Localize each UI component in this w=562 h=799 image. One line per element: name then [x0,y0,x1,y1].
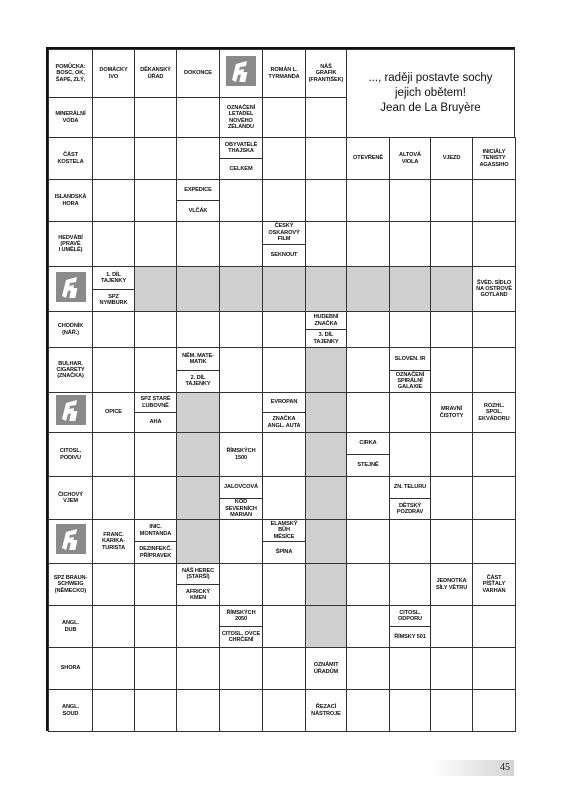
answer-cell[interactable] [92,605,135,648]
clue-cell [472,563,516,606]
clue-text: ČESKÝ OSKAROVÝ FILM [268,223,300,242]
clue-text: ŠPÍNA [263,541,305,563]
answer-cell[interactable] [134,97,177,138]
answer-cell[interactable] [92,689,135,732]
clue-text: NÁŠ GRAFIK (FRANTIŠEK) [308,64,344,83]
logo-cell [48,392,93,433]
clue-text: OTEVŘENĚ [353,155,383,162]
clue-cell [346,432,390,477]
clue-text: OZNÁMIT ÚŘADŮM [313,662,339,675]
answer-cell[interactable] [389,311,431,348]
clue-text: CITOSL. PODIVU [59,448,82,461]
clue-text: OZNAČENÍ SPIRÁLNÍ GALAXIE [390,370,430,393]
answer-cell[interactable] [134,647,177,690]
answer-cell[interactable] [346,689,390,732]
clue-cell [48,432,93,477]
answer-cell[interactable] [389,221,431,267]
clue-text: SPZ STARÉ ĽUBOVNĚ [140,396,171,409]
shaded-cell [305,432,347,477]
answer-cell[interactable] [472,221,516,267]
answer-cell[interactable] [92,432,135,477]
shaded-cell [219,266,263,312]
answer-cell[interactable] [346,221,390,267]
clue-text: DOMÁCKY IVO [99,67,128,80]
clue-text: JALOVCOVÁ [224,484,258,491]
answer-cell[interactable] [262,689,306,732]
page-number: 45 [500,762,510,773]
clue-text: 2. DÍL TAJENKY [177,370,219,393]
clue-text: VJEZD [442,155,461,162]
shaded-cell [346,266,390,312]
publisher-logo-icon [55,271,87,308]
clue-text: ŘÍMSKÝCH 2050 [226,609,256,622]
answer-cell[interactable] [346,647,390,690]
answer-cell[interactable] [219,563,263,606]
answer-cell[interactable] [134,311,177,348]
answer-cell[interactable] [472,647,516,690]
clue-text: ŠVÉD. SÍDLO NA OSTROVĚ GOTLAND [476,279,512,299]
answer-cell[interactable] [472,476,516,520]
answer-cell[interactable] [389,647,431,690]
clue-text: CIRKA [359,440,377,447]
clue-text: HEDVÁBÍ (PRAVÉ I UMĚLÉ) [58,234,83,254]
answer-cell[interactable] [346,179,390,222]
answer-cell[interactable] [176,221,220,267]
clue-cell [219,432,263,477]
answer-cell[interactable] [430,647,473,690]
page-number-bar [430,760,514,776]
clue-text: CELKEM [220,158,262,179]
publisher-logo-icon [225,55,257,92]
clue-text: ANGL. SOUD [62,704,79,717]
logo-cell [219,49,263,98]
answer-cell[interactable] [472,689,516,732]
clue-cell [48,476,93,520]
answer-cell[interactable] [262,476,306,520]
clue-cell [219,137,263,180]
answer-cell[interactable] [430,347,473,393]
clue-cell [389,137,431,180]
crossword-grid [46,47,515,731]
answer-cell[interactable] [219,647,263,690]
clue-text: OPICE [105,409,122,416]
shaded-cell [176,519,220,564]
answer-cell[interactable] [176,647,220,690]
clue-cell [48,97,93,138]
clue-cell [346,137,390,180]
answer-cell[interactable] [219,221,263,267]
answer-cell[interactable] [92,137,135,180]
shaded-cell [430,266,473,312]
clue-text: NĚM. MATE- MATIK [182,352,214,365]
clue-text: SLOVEN. IR [394,355,426,362]
clue-text: EVROPAN [270,399,298,406]
clue-cell [472,137,516,180]
clue-text: CITOSL. OVCE CHRČENÍ [220,626,262,647]
clue-cell [92,49,135,98]
answer-cell[interactable] [305,97,347,138]
clue-text: 3. DÍL TAJENKY [306,329,346,347]
clue-cell [305,689,347,732]
clue-cell [262,49,306,98]
clue-cell [430,563,473,606]
clue-cell [262,519,306,564]
clue-text: AFRICKÝ KMEN [177,584,219,605]
clue-text: ŘEZACÍ NÁSTROJE [311,704,341,717]
clue-text: STEJNĚ [347,454,389,476]
clue-cell [48,311,93,348]
clue-text: DĚTSKÝ POZDRAV [390,498,430,520]
answer-cell[interactable] [92,476,135,520]
answer-cell[interactable] [92,179,135,222]
clue-text: BULHAR. CIGARETY (ZNAČKA) [56,360,85,380]
answer-cell[interactable] [430,689,473,732]
answer-cell[interactable] [92,97,135,138]
clue-text: VLČÁK [177,200,219,221]
answer-cell[interactable] [219,689,263,732]
answer-cell[interactable] [389,432,431,477]
clue-cell [48,647,93,690]
answer-cell[interactable] [389,179,431,222]
clue-text: ŘÍMSKY 501 [390,626,430,647]
clue-text: ČÁST PÍŠŤALY VARHAN [482,575,506,594]
clue-cell [48,563,93,606]
shaded-cell [305,605,347,648]
shaded-cell [176,432,220,477]
answer-cell[interactable] [262,432,306,477]
clue-text: OZNAČENÍ LETADEL NOVÉHO ZÉLANDU [226,105,256,130]
clue-text: CITOSL. ODPORU [398,609,422,622]
shaded-cell [305,392,347,433]
clue-cell [389,347,431,393]
answer-cell[interactable] [389,519,431,564]
answer-cell[interactable] [262,347,306,393]
clue-cell [48,605,93,648]
clue-text: SPZ NYMBURK [93,289,134,312]
clue-text: ČÁST KOSTELA [57,152,84,165]
clue-text: NÁŠ HEREC (STARŠÍ) [181,567,215,580]
answer-cell[interactable] [92,647,135,690]
clue-text: ZN. TELURU [393,484,427,491]
publisher-logo-icon [55,394,87,431]
answer-cell[interactable] [430,179,473,222]
clue-cell [176,563,220,606]
clue-cell [305,311,347,348]
clue-text: DOKONCE [184,70,212,77]
answer-cell[interactable] [219,179,263,222]
answer-cell[interactable] [430,476,473,520]
clue-cell [92,519,135,564]
clue-text: MRAVNÍ ČISTOTY [439,406,464,419]
shaded-cell [176,266,220,312]
clue-cell [48,179,93,222]
clue-cell [389,476,431,520]
clue-text: 1. DÍL TAJENKY [101,271,126,284]
answer-cell[interactable] [219,392,263,433]
answer-cell[interactable] [262,311,306,348]
clue-text: EXPEDICE [184,186,212,193]
clue-text: OBYVATELÉ THAJSKA [224,141,258,154]
answer-cell[interactable] [176,605,220,648]
answer-cell[interactable] [134,432,177,477]
shaded-cell [134,266,177,312]
clue-cell [48,689,93,732]
answer-cell[interactable] [262,605,306,648]
clue-text: FRANC. KARIKA- TURISTA [101,532,126,551]
answer-cell[interactable] [219,347,263,393]
answer-cell[interactable] [305,221,347,267]
answer-cell[interactable] [430,432,473,477]
answer-cell[interactable] [176,97,220,138]
answer-cell[interactable] [472,311,516,348]
clue-text: ROZHL. SPOL. EKVÁDORU [478,403,510,422]
clue-text: ALTOVÁ VIOLA [399,152,421,165]
answer-cell[interactable] [472,347,516,393]
clue-cell [176,347,220,393]
answer-cell[interactable] [346,563,390,606]
answer-cell[interactable] [262,137,306,180]
clue-cell [92,266,135,312]
answer-cell[interactable] [430,605,473,648]
clue-text: ELAMSKÝ BŮH MĚSÍCE [270,521,298,540]
answer-cell[interactable] [92,311,135,348]
answer-cell[interactable] [134,179,177,222]
answer-cell[interactable] [219,519,263,564]
shaded-cell [262,266,306,312]
quote-text: ..., raději postavte sochy jejich obětem! Jean de La Bruyère [346,49,515,138]
answer-cell[interactable] [262,563,306,606]
clue-text: KÓD SEVERNÍCH MARIAN [220,498,262,520]
clue-text: SEKNOUT [263,244,305,267]
clue-text: POMŮCKA: BOSC, OK, ŠAPE, ZLÝ, [55,64,86,83]
answer-cell[interactable] [389,689,431,732]
publisher-logo-icon [55,523,87,560]
answer-cell[interactable] [430,519,473,564]
clue-cell [48,137,93,180]
clue-cell [219,97,263,138]
answer-cell[interactable] [134,347,177,393]
clue-cell [176,49,220,98]
clue-cell [262,392,306,433]
clue-cell [134,392,177,433]
clue-text: INIC. MONTANDA [139,524,172,537]
answer-cell[interactable] [176,689,220,732]
answer-cell[interactable] [472,432,516,477]
answer-cell[interactable] [134,563,177,606]
answer-cell[interactable] [346,605,390,648]
clue-cell [472,392,516,433]
shaded-cell [305,266,347,312]
answer-cell[interactable] [219,311,263,348]
clue-cell [305,647,347,690]
clue-text: DĚKANSKÝ ÚŘAD [140,67,171,80]
answer-cell[interactable] [389,392,431,433]
clue-text: ROMÁN L. TYRMANDA [268,67,300,80]
answer-cell[interactable] [134,137,177,180]
answer-cell[interactable] [134,689,177,732]
logo-cell [48,519,93,564]
shaded-cell [305,347,347,393]
clue-cell [472,266,516,312]
answer-cell[interactable] [472,179,516,222]
clue-text: MINERÁLNÍ VODA [55,111,86,124]
clue-cell [48,49,93,98]
answer-cell[interactable] [346,311,390,348]
clue-cell [134,519,177,564]
clue-cell [48,347,93,393]
clue-text: ANGL. DUB [62,620,79,633]
answer-cell[interactable] [305,137,347,180]
answer-cell[interactable] [346,392,390,433]
answer-cell[interactable] [346,519,390,564]
answer-cell[interactable] [430,221,473,267]
clue-text: ČICHOVÝ VJEM [58,491,83,504]
answer-cell[interactable] [472,519,516,564]
answer-cell[interactable] [176,137,220,180]
shaded-cell [305,519,347,564]
clue-text: HUDEBNÍ ZNAČKA [313,314,339,327]
clue-text: ŘÍMSKÝCH 1500 [226,448,256,461]
answer-cell[interactable] [134,605,177,648]
answer-cell[interactable] [389,563,431,606]
answer-cell[interactable] [346,476,390,520]
answer-cell[interactable] [134,476,177,520]
clue-text: CHODNÍK (NÁŘ.) [57,323,84,336]
clue-text: INICIÁLY TENISTY AGASSIHO [479,149,509,168]
logo-cell [48,266,93,312]
answer-cell[interactable] [305,179,347,222]
clue-text: SPZ BRAUN- SCHWEIG (NĚMECKO) [53,575,88,594]
answer-cell[interactable] [176,311,220,348]
answer-cell[interactable] [92,221,135,267]
shaded-cell [176,476,220,520]
shaded-cell [305,476,347,520]
clue-cell [430,392,473,433]
answer-cell[interactable] [472,605,516,648]
answer-cell[interactable] [262,647,306,690]
answer-cell[interactable] [430,311,473,348]
clue-text: AHA [135,412,176,432]
clue-cell [389,605,431,648]
shaded-cell [389,266,431,312]
clue-text: ZNAČKA ANGL. AUTA [263,412,305,432]
clue-cell [219,476,263,520]
shaded-cell [305,563,347,606]
clue-cell [134,49,177,98]
answer-cell[interactable] [134,221,177,267]
answer-cell[interactable] [346,347,390,393]
clue-cell [305,49,347,98]
clue-cell [176,179,220,222]
clue-text: ISLANDSKÁ HORA [54,194,87,207]
answer-cell[interactable] [262,97,306,138]
clue-cell [48,221,93,267]
clue-cell [430,137,473,180]
clue-text: JEDNOTKA SÍLY VĚTRU [435,578,468,591]
answer-cell[interactable] [92,347,135,393]
clue-text: SHORA [60,665,81,672]
answer-cell[interactable] [92,563,135,606]
shaded-cell [176,392,220,433]
answer-cell[interactable] [262,179,306,222]
clue-text: DEZINFEKČ. PŘÍPRAVEK [135,541,176,563]
clue-cell [262,221,306,267]
clue-cell [219,605,263,648]
clue-cell [92,392,135,433]
